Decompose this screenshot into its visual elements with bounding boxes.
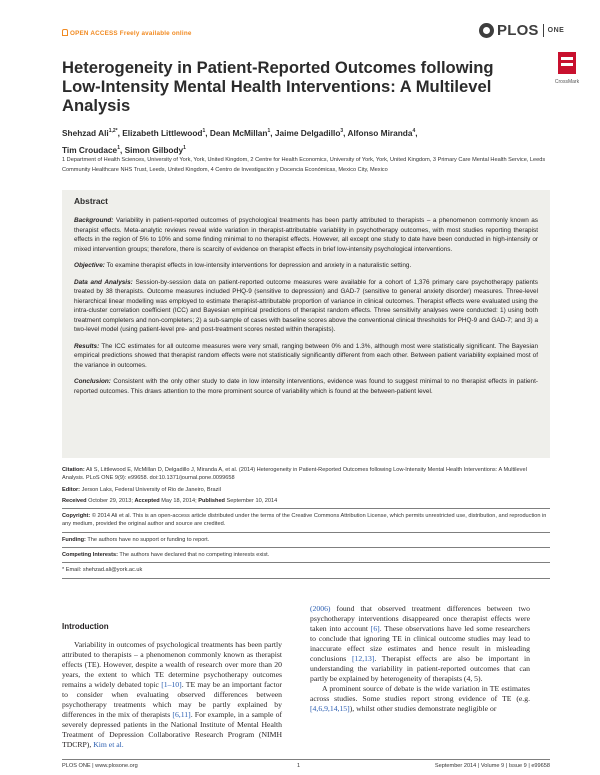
author-affil-sup: 4: [412, 128, 416, 134]
footer-journal-url[interactable]: PLOS ONE | www.plosone.org: [62, 763, 138, 769]
author-affil-sup: 1: [117, 144, 120, 151]
copyright-text: © 2014 Ali et al. This is an open-access article distributed under the terms of the Creative Commons Attribution License, which permits unrestricted use, distribution, and reproduction in any medium, provided the original author and source are credited.: [62, 513, 547, 528]
author-affil-sup: 1: [267, 128, 271, 134]
funding-label: Funding:: [62, 536, 86, 543]
metadata-divider: [62, 532, 550, 533]
author-name[interactable]: Jaime Delgadillo: [274, 127, 341, 138]
funding: [62, 536, 550, 544]
citation: [62, 466, 550, 483]
abstract-data-analysis: [74, 278, 538, 335]
background-label: Background:: [74, 217, 114, 224]
accepted-label: Accepted: [134, 497, 160, 504]
author-affil-sup: 3: [340, 128, 344, 134]
data-analysis-label: Data and Analysis:: [74, 278, 133, 286]
author-name[interactable]: Elizabeth Littlewood: [122, 127, 203, 138]
paragraph-text: . TE may be an important factor to consider when evaluating observed differences between psychotherapy treatments which may be partly explained by differences in the mix of therapists: [62, 680, 282, 719]
correspondence-email[interactable]: * Email: shehzad.ali@york.ac.uk: [62, 567, 143, 574]
published-label: Published: [198, 497, 225, 504]
paragraph-text: Variability in outcomes of psychological treatments has been partly attributed to therapists – a phenomenon commonly known as therapist effects (TE). However, despite a wealth of research over more than 20 years, the extent to which TE determine psychotherapy outcomes remains a widely debated topic: [62, 640, 282, 689]
metadata-divider: [62, 578, 550, 579]
conclusion-label: Conclusion:: [74, 378, 111, 385]
author-list: Shehzad Ali$^{1,2*}$, Elizabeth Littlewood$^1$, Dean McMillan$^1$, Jaime Delgadillo$^3$, Alfonso Miranda$^4$, Tim Croudace$^1$, Simon Gilbody$^1$: [62, 127, 418, 155]
author-affil-sup: 1,2*: [108, 128, 118, 134]
paragraph-text: . Therapist effects are also be important in understanding the variability in patient-reported outcomes that can partly be explained by heterogeneity of therapists (4, 5).: [310, 654, 530, 683]
freely-available-label: Freely available online: [119, 30, 192, 37]
metadata-divider: [62, 547, 550, 548]
copyright: [62, 512, 550, 529]
author-name[interactable]: Alfonso Miranda: [347, 127, 413, 138]
article-metadata: [62, 466, 550, 579]
competing-interests: [62, 551, 550, 559]
received-date: October 29, 2013;: [88, 497, 133, 504]
paragraph-text: . For example, in a sample of severely depressed patients in the National Institute of Mental Health Treatment of Depression Collaborative Research Program (NIMH TDCRP),: [62, 710, 282, 749]
article-title: Heterogeneity in Patient-Reported Outcomes following Low-Intensity Mental Health Interventions: A Multilevel Analysis: [62, 58, 494, 116]
page-number: 1: [297, 763, 301, 769]
reference-link[interactable]: [1–10]: [161, 680, 182, 689]
author-name[interactable]: Dean McMillan: [209, 127, 268, 138]
journal-header: [0, 0, 600, 44]
abstract-background: [74, 216, 538, 254]
competing-label: Competing Interests:: [62, 552, 118, 559]
crossmark-badge[interactable]: [547, 50, 587, 85]
abstract-heading: Abstract: [74, 196, 108, 206]
reference-link[interactable]: (2006): [310, 604, 331, 613]
background-text: Variability in patient-reported outcomes of psychological treatments has been partly attributed to therapists – a phenomenon commonly known as therapist effects. Meta-analytic reviews reveal wide variation in therapist-attributable variability in psychotherapy outcomes, with most studies reporting therapist effects in the region of 5% to 10% and some finding minimal to no therapist effects. However, all except one study to date have been conducted in high-intensity or mixed intervention groups; therefore, there is scarcity of evidence on therapist effects in brief low-intensity psychological interventions.: [74, 217, 538, 253]
dates: [62, 497, 550, 505]
paragraph-text: A prominent source of debate is the wide variation in TE estimates across studies. Some studies report strong evidence of TE (e.g.: [310, 684, 530, 703]
affiliations: 1 Department of Health Sciences, University of York, York, United Kingdom, 2 Centre for Health Economics, University of York, York, United Kingdom, 3 Primary Care Mental Health Service, Leeds Community Healthcare NHS Trust, Leeds, United Kingdom, 4 Centro de Investigación y Docencia Económicas, Mexico City, Mexico: [62, 157, 546, 173]
journal-suffix: ONE: [547, 27, 565, 34]
conclusion-text: Consistent with the only other study to date in low intensity interventions, evidence was found to suggest minimal to no therapist effects in patient-reported outcomes. This draws attention to the more prominent source of variability which is found at the between-patient level.: [74, 378, 538, 395]
footer-issue-info: September 2014 | Volume 9 | Issue 9 | e99658: [434, 763, 550, 769]
open-access-label: [62, 29, 192, 37]
crossmark-icon: [554, 50, 580, 78]
crossmark-label: CrossMark: [554, 79, 580, 85]
metadata-divider: [62, 508, 550, 509]
author-name[interactable]: Shehzad Ali: [62, 127, 109, 138]
metadata-divider: [62, 562, 550, 563]
introduction-heading: Introduction: [62, 622, 109, 631]
author-affil-sup: 1: [183, 144, 186, 151]
editor: [62, 486, 550, 494]
citation-text: Ali S, Littlewood E, McMillan D, Delgadillo J, Miranda A, et al. (2014) Heterogeneity in Patient-Reported Outcomes following Low-Intensity Mental Health Interventions: A Multilevel Analysis. PLoS ONE 9(9): e99658. doi:10.1371/journal.pone.0099658: [62, 467, 527, 482]
plos-one-logo[interactable]: [479, 22, 564, 39]
access-label: ACCESS: [90, 30, 118, 37]
body-column-right: [310, 604, 530, 714]
objective-label: Objective:: [74, 262, 105, 269]
abstract-objective: [74, 261, 538, 271]
plos-brand: PLOS: [497, 22, 539, 39]
reference-link[interactable]: [6]: [370, 624, 380, 633]
accepted-date: May 18, 2014;: [161, 497, 197, 504]
reference-link[interactable]: [6,11]: [172, 710, 191, 719]
copyright-label: Copyright:: [62, 513, 91, 520]
plos-logo-icon: [479, 23, 494, 38]
published-date: September 10, 2014: [226, 497, 278, 504]
objective-text: To examine therapist effects in low-intensity interventions for depression and anxiety in a naturalistic setting.: [106, 262, 412, 269]
citation-label: Citation:: [62, 467, 85, 473]
editor-text: Jerson Laks, Federal University of Rio de Janeiro, Brazil: [81, 486, 221, 493]
intro-paragraph-continued: [310, 604, 530, 684]
author-name[interactable]: Tim Croudace: [62, 144, 118, 155]
data-analysis-text: Session-by-session data on patient-reported outcome measures were available for a cohort of 1,376 primary care psychotherapy patients treated by 38 therapists. Outcome measures included PHQ-9 (sensitive to depression) and GAD-7 (sensitive to general anxiety disorder) measures. Three-level hierarchical linear modelling was employed to estimate therapist-attributable proportion of variance in clinical outcomes. Therapist effects were evaluated using the intra-cluster correlation coefficient (ICC) and Bayesian empirical predictions of therapist random effects. Three sensitivity analyses were conducted: 1) using both treatment completers and non-completers; 2) a sub-sample of cases with baseline scores above the conventional clinical thresholds for PHQ-9 and GAD-7; and 3) a two-level model (using patient-level pre- and post-treatment scores nested within therapists).: [74, 278, 538, 333]
funding-text: The authors have no support or funding to report.: [87, 536, 210, 543]
intro-paragraph: [62, 640, 282, 750]
editor-label: Editor:: [62, 486, 81, 493]
results-label: Results:: [74, 342, 100, 350]
reference-link[interactable]: Kim et al.: [93, 740, 124, 749]
received-label: Received: [62, 497, 87, 504]
results-text: The ICC estimates for all outcome measures were very small, ranging between 0% and 1.3%, although most were statistically significant. The Bayesian empirical predictions showed that therapist random effects were not statistically significantly different from each other. Between patient variability explained most of the variance in outcomes.: [74, 342, 538, 369]
competing-text: The authors have declared that no competing interests exist.: [119, 552, 270, 559]
open-access-lock-icon: [62, 29, 68, 36]
paragraph-text: . These observations have led some researchers to conclude that ignoring TE in clinical outcome studies may lead to inaccurate effect size estimates and hence result in misleading conclusions: [310, 624, 530, 663]
logo-divider: [543, 24, 544, 37]
intro-paragraph: [310, 684, 530, 714]
author-affil-sup: 1: [202, 128, 206, 134]
body-column-left: [62, 622, 282, 750]
abstract-box: [62, 190, 550, 458]
abstract-results: [74, 342, 538, 371]
open-label: OPEN: [70, 30, 89, 37]
author-name[interactable]: Simon Gilbody: [124, 144, 184, 155]
paragraph-text: found that observed treatment differences between two psychotherapy interventions disappeared once therapist effects were taken into account: [310, 604, 530, 633]
abstract-conclusion: [74, 377, 538, 396]
paragraph-text: ), whilst other studies demonstrate negligible or: [349, 704, 497, 713]
reference-link[interactable]: [12,13]: [351, 654, 375, 663]
footer-divider: [62, 759, 550, 760]
reference-link[interactable]: [4,6,9,14,15]: [310, 704, 350, 713]
